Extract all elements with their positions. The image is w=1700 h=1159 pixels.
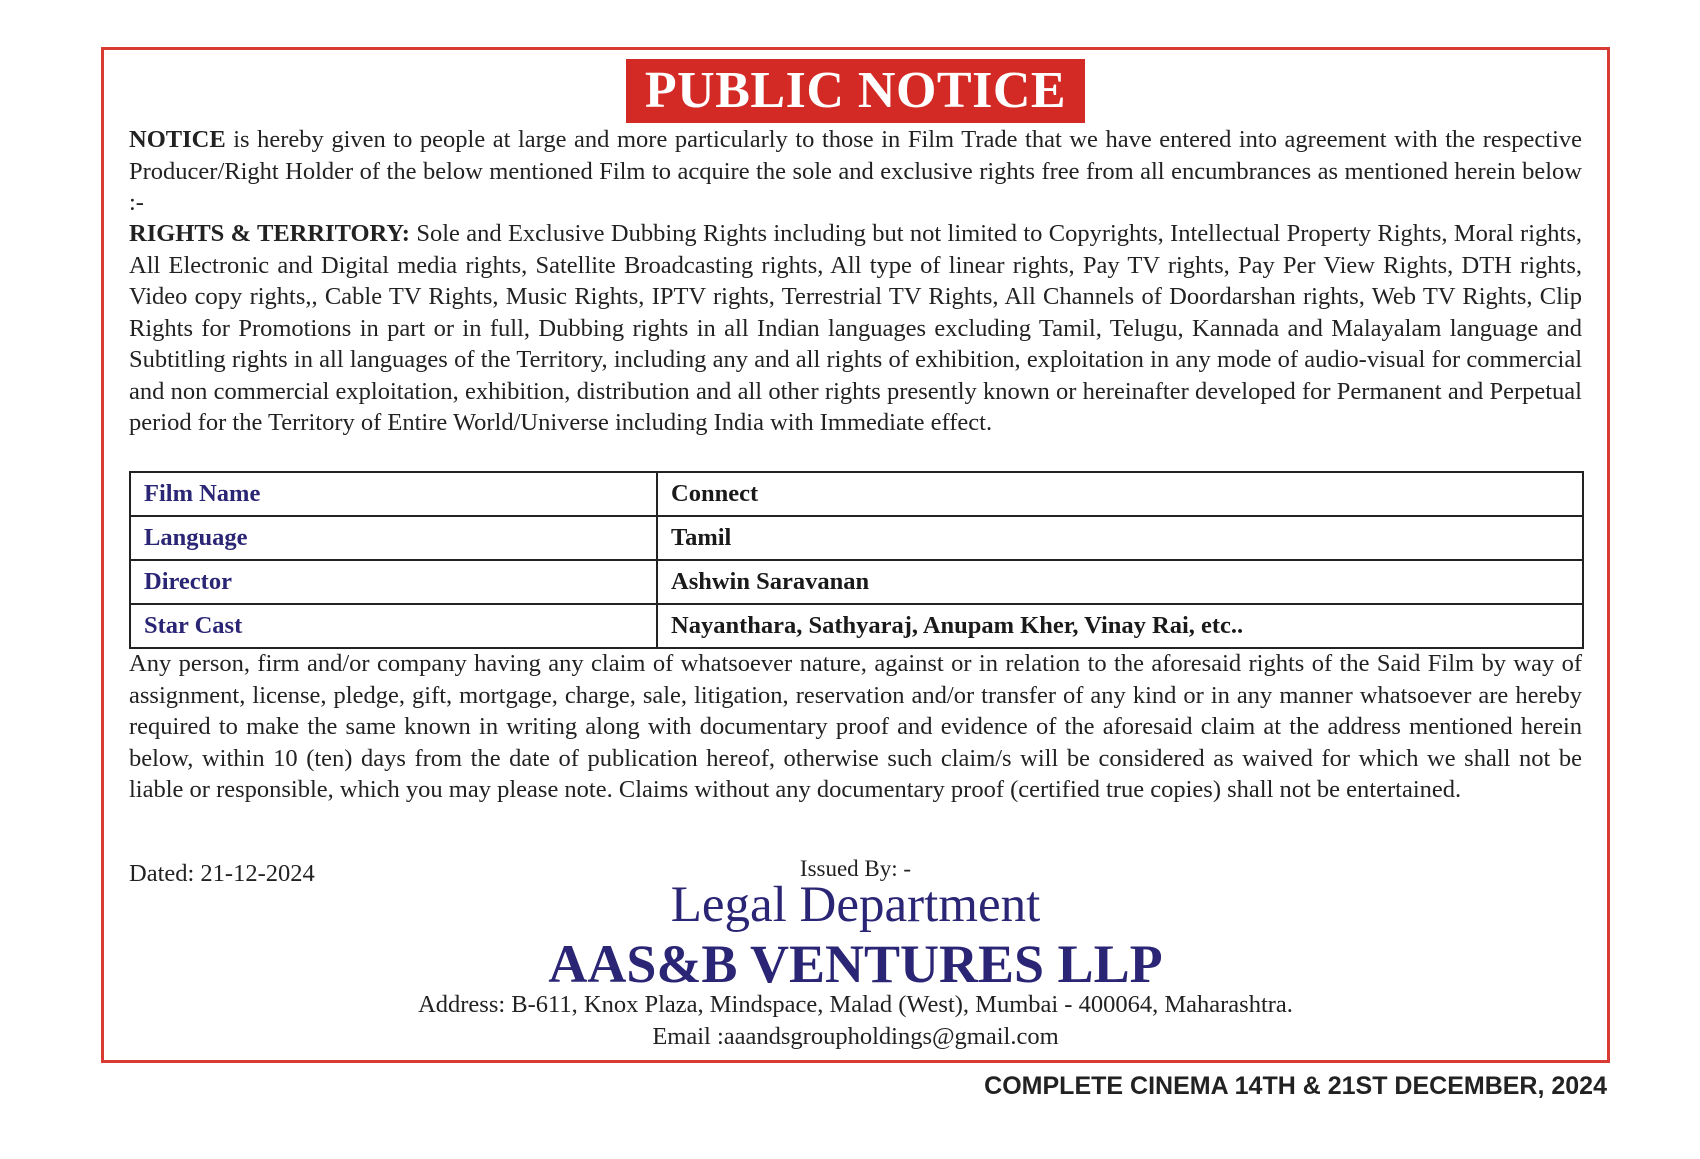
- intro-text: is hereby given to people at large and more particularly to those in Film Trade that we have entered into agreement with the respective Producer/Right Holder of the below mentioned Film to acquire the sole and exclusive rights free from all encumbrances as mentioned herein below :-: [129, 126, 1582, 216]
- intro-paragraph: [129, 124, 1582, 219]
- detail-value: Tamil: [657, 516, 1583, 560]
- detail-label: Film Name: [130, 472, 657, 516]
- notice-title: PUBLIC NOTICE: [626, 59, 1085, 123]
- dated-line: Dated: 21-12-2024: [129, 860, 315, 887]
- issued-by: Issued By: -: [799, 856, 912, 881]
- publication-footer: COMPLETE CINEMA 14TH & 21ST DECEMBER, 2024: [984, 1072, 1607, 1100]
- intro-lead: NOTICE: [129, 126, 226, 153]
- rights-text: Sole and Exclusive Dubbing Rights including but not limited to Copyrights, Intellectual Property Rights, Moral rights, All Electronic and Digital media rights, Satellite Broadcasting rights, All type of linear rights, Pay TV rights, Pay Per View Rights, DTH rights, Video copy rights,, Cable TV Rights, Music Rights, IPTV rights, Terrestrial TV Rights, All Channels of Doordarshan rights, Web TV Rights, Clip Rights for Promotions in part or in full, Dubbing rights in all Indian languages excluding Tamil, Telugu, Kannada and Malayalam language and Subtitling rights in all languages of the Territory, including any and all rights of exhibition, exploitation in any mode of audio-visual for commercial and non commercial exploitation, exhibition, distribution and all other rights presently known or hereinafter developed for Permanent and Perpetual period for the Territory of Entire World/Universe including India with Immediate effect.: [129, 220, 1582, 436]
- table-row: [130, 560, 1583, 604]
- detail-label: Director: [130, 560, 657, 604]
- claim-paragraph: Any person, firm and/or company having any claim of whatsoever nature, against or in relation to the aforesaid rights of the Said Film by way of assignment, license, pledge, gift, mortgage, charge, sale, litigation, reservation and/or transfer of any kind or in any manner whatsoever are hereby required to make the same known in writing along with documentary proof and evidence of the aforesaid claim at the address mentioned herein below, within 10 (ten) days from the date of publication hereof, otherwise such claim/s will be considered as waived for which we shall not be liable or responsible, which you may please note. Claims without any documentary proof (certified true copies) shall not be entertained.: [129, 650, 1582, 803]
- table-row: [130, 604, 1583, 648]
- company-name: AAS&B VENTURES LLP: [548, 934, 1163, 994]
- notice-frame: [101, 47, 1610, 1063]
- company-address: Address: B-611, Knox Plaza, Mindspace, Malad (West), Mumbai - 400064, Maharashtra.: [418, 991, 1293, 1018]
- rights-paragraph: [129, 218, 1582, 439]
- detail-value: Nayanthara, Sathyaraj, Anupam Kher, Vinay Rai, etc..: [657, 604, 1583, 648]
- film-details-table: [129, 471, 1584, 649]
- detail-value: Connect: [657, 472, 1583, 516]
- table-row: [130, 516, 1583, 560]
- title-wrap: [104, 59, 1607, 123]
- rights-lead: RIGHTS & TERRITORY:: [129, 220, 410, 247]
- detail-label: Language: [130, 516, 657, 560]
- company-email: Email :aaandsgroupholdings@gmail.com: [652, 1023, 1059, 1050]
- table-row: [130, 472, 1583, 516]
- detail-value: Ashwin Saravanan: [657, 560, 1583, 604]
- department-name: Legal Department: [670, 877, 1041, 933]
- detail-label: Star Cast: [130, 604, 657, 648]
